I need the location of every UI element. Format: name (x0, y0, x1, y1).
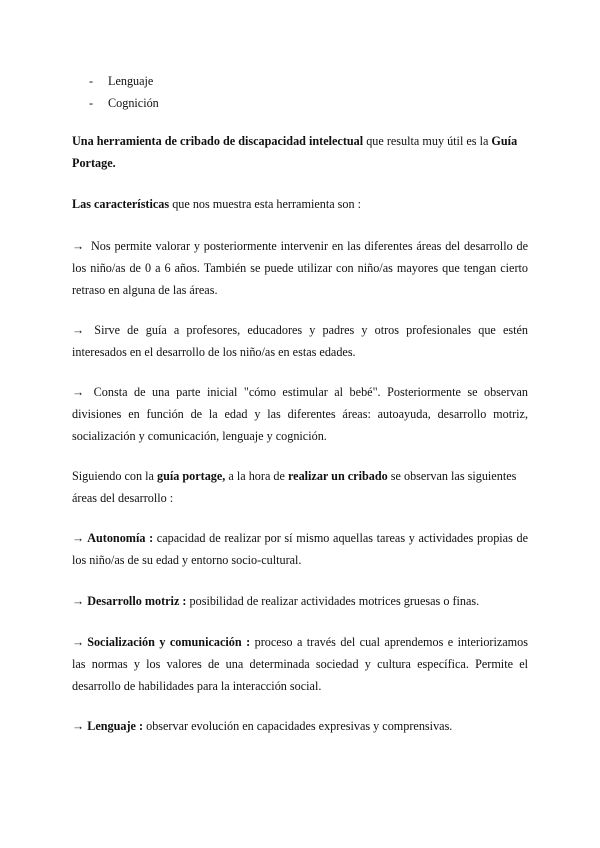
dash-marker: - (89, 96, 94, 110)
list-item-label: Cognición (108, 96, 159, 110)
bold-text: guía portage, (156, 469, 226, 483)
cribado-paragraph (72, 465, 528, 509)
characteristics-heading (72, 193, 528, 215)
text-run: observar evolución en capacidades expresivas y comprensivas. (143, 719, 453, 733)
text-run: Sirve de guía a profesores, educadores y padres y otros profesionales que estén interesados en el desarrollo de los niño/as en estas edades. (72, 323, 528, 359)
feature-paragraph-2 (72, 319, 528, 363)
bold-text: Una herramienta de cribado de discapacidad intelectual (72, 134, 364, 148)
area-lenguaje (72, 715, 528, 737)
text-run: Consta de una parte inicial "cómo estimular al bebé". Posteriormente se observan divisiones en función de la edad y las diferentes áreas: autoayuda, desarrollo motriz, socialización y comunicación, lenguaje y cognición. (72, 385, 528, 443)
arrow-icon: → (72, 531, 85, 545)
bold-text: Las características (72, 197, 170, 211)
intro-paragraph (72, 130, 528, 174)
bold-text: Autonomía : (87, 531, 154, 545)
bold-text: realizar un cribado (287, 469, 388, 483)
bold-text: Desarrollo motriz : (87, 594, 187, 608)
text-run: se observan las siguientes áreas del desarrollo : (72, 469, 517, 505)
bold-text: Guía Portage. (72, 134, 518, 170)
list-item (89, 92, 159, 114)
text-run: que nos muestra esta herramienta son : (169, 197, 362, 211)
area-socializacion (72, 631, 528, 697)
arrow-icon: → (72, 239, 85, 253)
bold-text: Socialización y comunicación : (87, 635, 251, 649)
area-autonomia (72, 527, 528, 571)
text-run: a la hora de (225, 469, 288, 483)
feature-paragraph-3 (72, 381, 528, 447)
area-desarrollo-motriz (72, 590, 528, 612)
text-run: Siguiendo con la (72, 469, 157, 483)
arrow-icon: → (72, 323, 85, 337)
arrow-icon: → (72, 635, 85, 649)
list-item-label: Lenguaje (108, 74, 154, 88)
bold-text: Lenguaje : (87, 719, 144, 733)
arrow-icon: → (72, 719, 85, 733)
list-item (89, 70, 159, 92)
feature-paragraph-1 (72, 235, 528, 301)
bullet-list (89, 70, 159, 114)
dash-marker: - (89, 74, 94, 88)
text-run: proceso a través del cual aprendemos e interiorizamos las normas y los valores de una determinada sociedad y cultura específica. Permite el desarrollo de habilidades para la interacción social. (72, 635, 528, 693)
text-run: posibilidad de realizar actividades motrices gruesas o finas. (186, 594, 480, 608)
arrow-icon: → (72, 594, 85, 608)
text-run: que resulta muy útil es la (363, 134, 492, 148)
arrow-icon: → (72, 385, 85, 399)
text-run: capacidad de realizar por sí mismo aquellas tareas y actividades propias de los niño/as de su edad y entorno socio-cultural. (72, 531, 528, 567)
text-run: Nos permite valorar y posteriormente intervenir en las diferentes áreas del desarrollo de los niño/as de 0 a 6 años. También se puede utilizar con niño/as mayores que tengan cierto retraso en alguna de las áreas. (72, 239, 528, 297)
